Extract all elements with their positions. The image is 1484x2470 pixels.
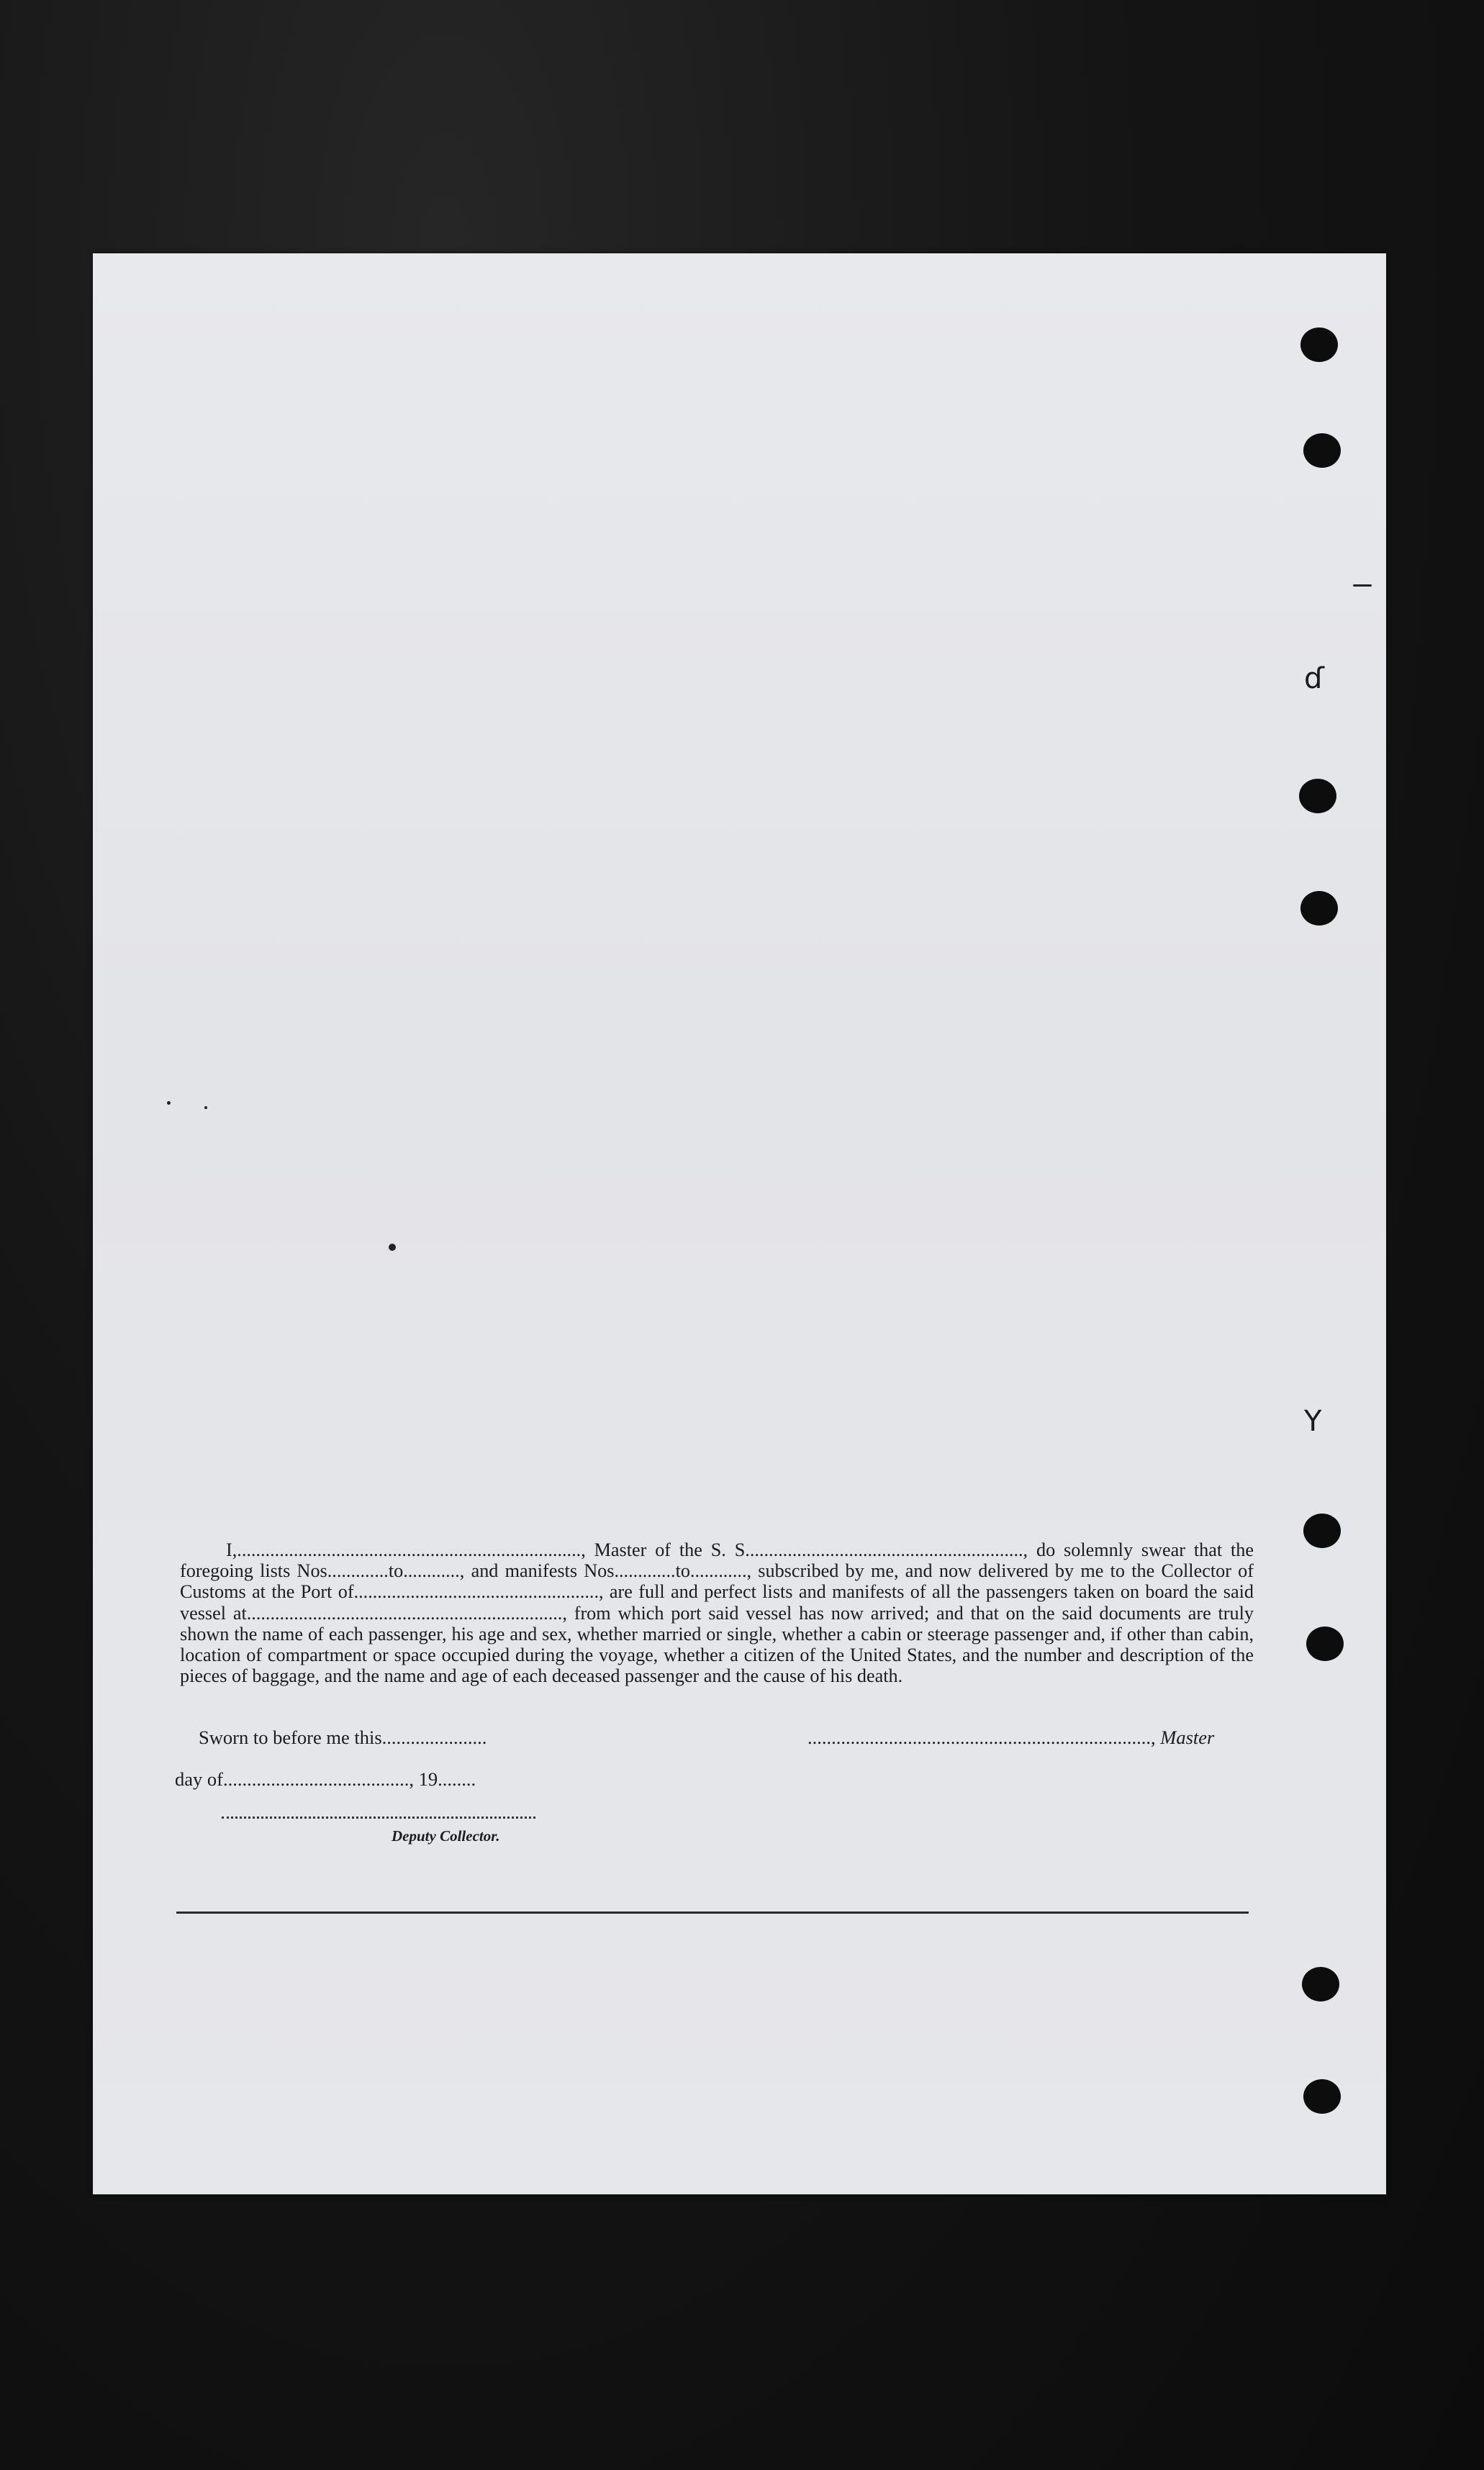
ink-speck [389,1244,396,1251]
punch-hole [1302,1967,1339,2001]
master-signature-dots: ........................................................................, [807,1727,1156,1748]
sworn-text: Sworn to before me this...................... [199,1727,487,1748]
stray-mark: Υ [1304,1405,1322,1438]
day-line [175,1768,476,1791]
punch-hole [1306,1627,1344,1661]
deputy-signature-line [222,1817,535,1819]
ink-speck [204,1106,207,1109]
sworn-before-line [199,1727,487,1749]
master-role-label: Master [1160,1727,1215,1748]
deputy-collector-label: Deputy Collector. [392,1827,500,1845]
day-text: day of......................................., 19........ [175,1768,476,1790]
punch-hole [1299,779,1336,813]
master-signature-line [807,1727,1214,1749]
punch-hole [1300,327,1338,362]
oath-paragraph: I,........................................................................., Master of the S. S..........................................................., do solemnly swear that the foregoing lists Nos.............to............, and manifests Nos.............to............, subscribed by me, and now delivered by me to the Collector of Customs at the Port of...................................................., are full and perfect lists and manifests of all the passengers taken on board the said vessel at..................................................................., from which port said vessel has now arrived; and that on the said documents are truly shown the name of each passenger, his age and sex, whether married or single, whether a cabin or steerage passenger and, if other than cabin, location of compartment or space occupied during the voyage, whether a citizen of the United States, and the number and description of the pieces of baggage, and the name and age of each deceased passenger and the cause of his death. [180,1539,1254,1687]
manifest-back-page [93,253,1386,2194]
master-oath [180,1539,1254,1686]
ink-speck [167,1101,171,1105]
stray-mark: ɗ [1304,662,1324,695]
punch-hole [1303,433,1341,468]
punch-hole [1303,1514,1341,1548]
punch-hole [1300,891,1338,926]
punch-hole [1303,2079,1341,2114]
horizontal-rule [176,1912,1249,1914]
ink-speck [1353,584,1372,587]
bleed-through-text [201,318,1280,361]
